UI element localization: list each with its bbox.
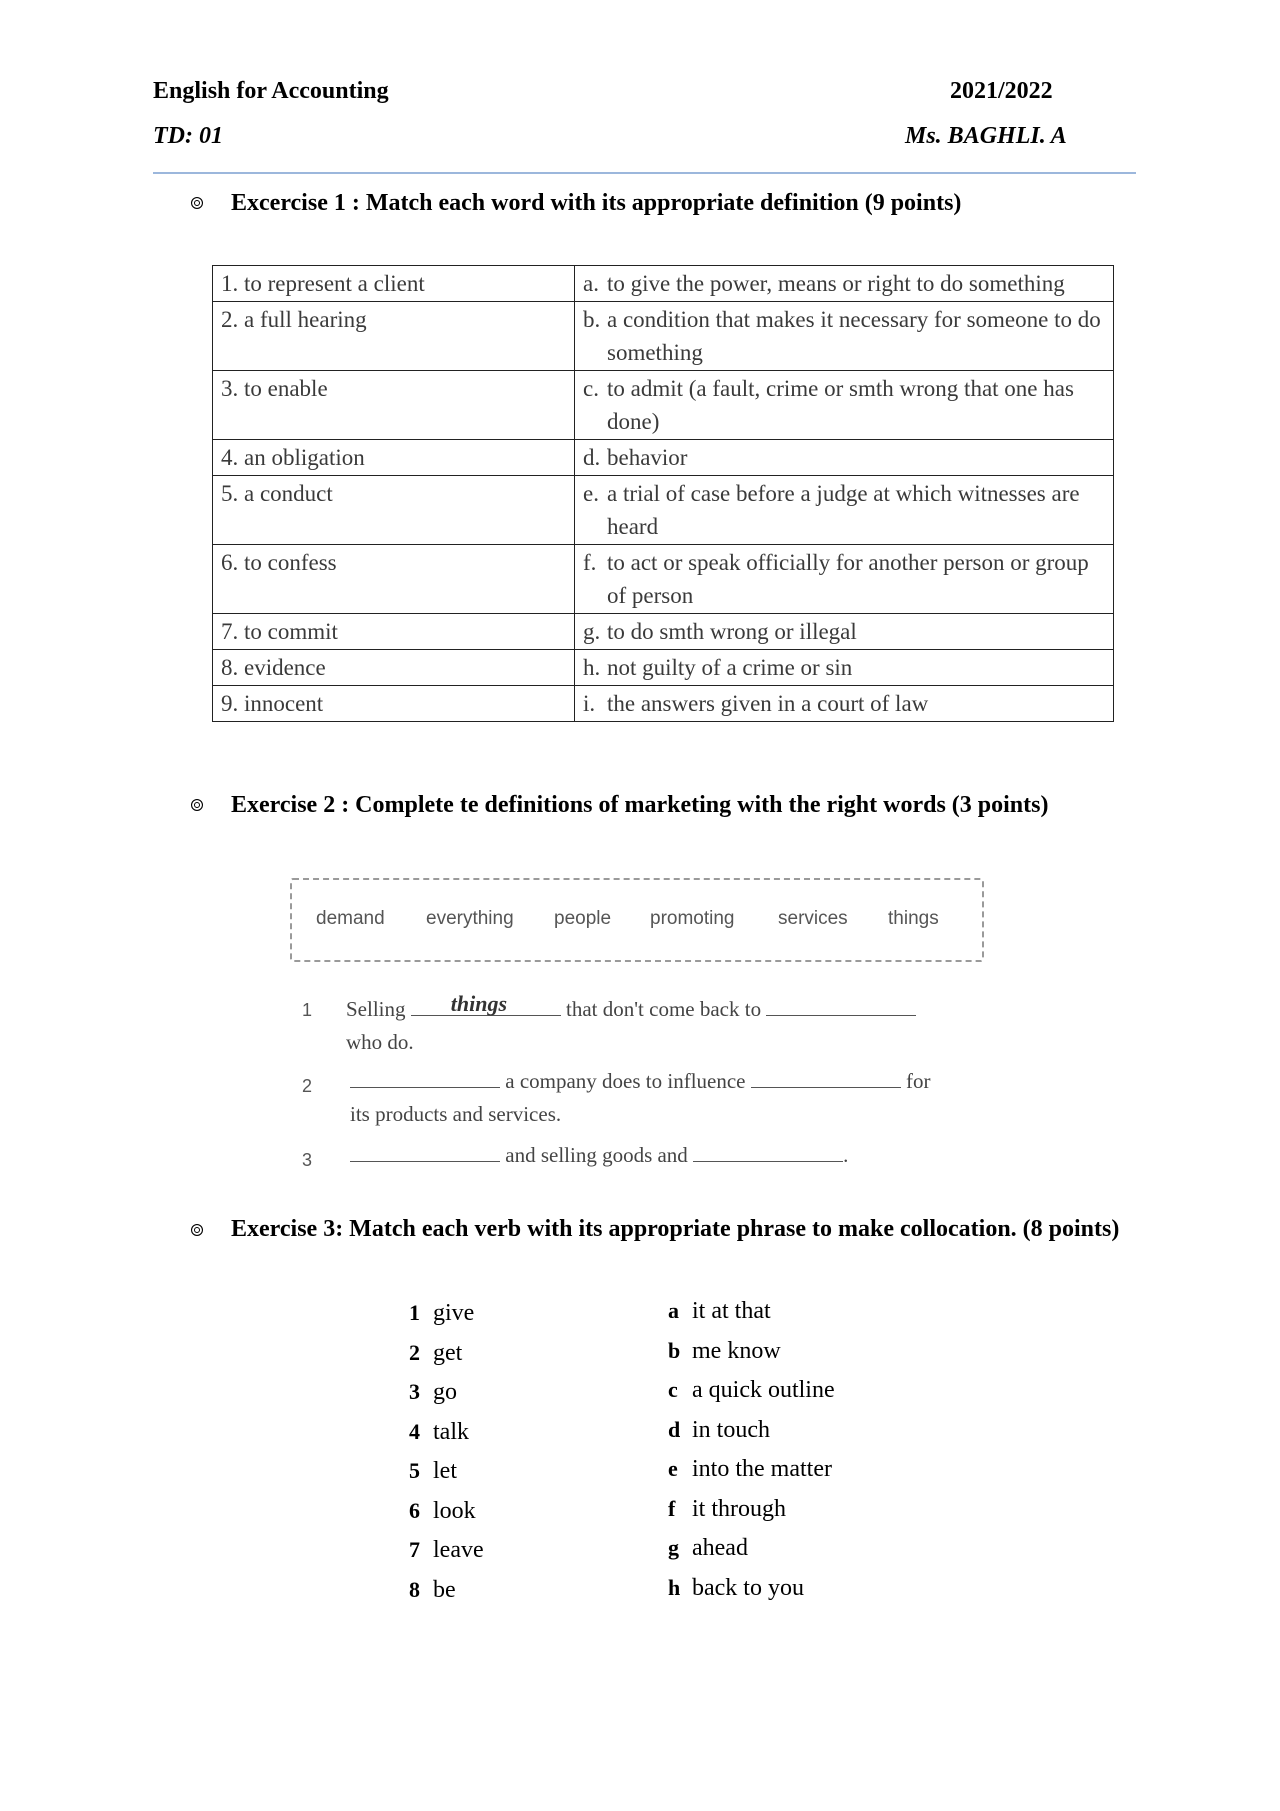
header-divider [153,172,1136,174]
list-item [409,1293,484,1333]
phrase-letter: h [668,1574,681,1600]
item-text: for [906,1069,931,1093]
item-number: 3 [302,1150,313,1170]
exercise1-title: Excercise 1 : Match each word with its appropriate definition (9 points) [231,190,962,216]
definition-letter: c. [583,376,599,401]
word-bank-item: things [888,908,939,929]
academic-year: 2021/2022 [950,78,1053,104]
table-row [213,371,1114,440]
item-text: that don't come back to [566,997,762,1021]
table-row [213,266,1114,302]
verb-text: go [433,1379,457,1405]
answer-blank [693,1143,843,1162]
list-item [668,1331,835,1371]
phrase-letter: e [668,1456,678,1481]
word-cell: 6. to confess [213,545,575,614]
bullet-icon [191,1224,203,1236]
item-text: and selling goods and [505,1143,688,1167]
definition-letter: d. [583,445,601,470]
course-title: English for Accounting [153,78,389,104]
word-bank-item: promoting [650,908,735,929]
definition-cell [575,440,1114,476]
verb-text: leave [433,1537,484,1563]
definition-letter: i. [583,691,596,716]
answer-blank [766,997,916,1016]
definition-text: a condition that makes it necessary for someone to do something [607,307,1101,365]
item-text: . [843,1143,849,1167]
definition-text: to give the power, means or right to do something [607,271,1065,296]
word-bank-item: people [554,908,612,929]
exercise2-item-3 [350,1143,848,1168]
list-item [668,1291,835,1331]
exercise1-table [212,265,1114,722]
phrase-letter: c [668,1377,678,1402]
list-item [668,1449,835,1489]
phrase-text: it through [692,1495,786,1522]
list-item [668,1489,835,1529]
list-item [668,1370,835,1410]
list-item [409,1451,484,1491]
definition-text: to act or speak officially for another person or group of person [607,550,1089,608]
phrase-letter: g [668,1535,679,1560]
list-item [409,1333,484,1373]
list-item [409,1372,484,1412]
list-item [668,1528,835,1568]
definition-text: not guilty of a crime or sin [607,655,853,680]
answer-blank [350,1069,500,1088]
phrase-letter: b [668,1337,681,1363]
answer-blank [411,991,561,1016]
verb-column [409,1293,484,1609]
definition-letter: f. [583,550,597,575]
definition-letter: e. [583,481,599,506]
definition-cell [575,476,1114,545]
word-bank-item: demand [316,908,385,929]
definition-cell [575,302,1114,371]
item-text: its products and services. [350,1102,562,1126]
verb-number: 4 [409,1418,420,1444]
teacher-name: Ms. BAGHLI. A [905,123,1067,149]
item-number: 2 [302,1076,313,1096]
phrase-column [668,1291,835,1607]
verb-number: 1 [409,1300,420,1325]
verb-number: 5 [409,1458,420,1483]
item-text: who do. [346,1030,414,1054]
list-item [409,1412,484,1452]
exercise3-title: Exercise 3: Match each verb with its appropriate phrase to make collocation. (8 points) [231,1216,1120,1242]
answer-blank [751,1069,901,1088]
answer-blank [350,1143,500,1162]
word-cell: 1. to represent a client [213,266,575,302]
verb-text: be [433,1576,456,1603]
definition-text: to admit (a fault, crime or smth wrong that one has done) [607,376,1074,434]
phrase-text: it at that [692,1298,771,1324]
word-cell: 2. a full hearing [213,302,575,371]
definition-text: the answers given in a court of law [607,691,929,716]
table-row [213,476,1114,545]
word-cell: 9. innocent [213,686,575,722]
definition-cell [575,266,1114,302]
item-text: Selling [346,997,406,1021]
definition-cell [575,614,1114,650]
exercise2-title: Exercise 2 : Complete te definitions of marketing with the right words (3 points) [231,792,1049,818]
phrase-text: a quick outline [692,1377,835,1403]
table-row [213,545,1114,614]
verb-text: talk [433,1418,469,1445]
word-bank-item: everything [426,908,514,929]
item-number: 1 [302,1000,313,1020]
verb-number: 3 [409,1379,420,1404]
definition-text: behavior [607,445,688,470]
word-cell: 4. an obligation [213,440,575,476]
verb-number: 6 [409,1497,420,1523]
phrase-letter: a [668,1298,679,1323]
phrase-text: me know [692,1337,781,1364]
verb-text: get [433,1339,463,1366]
word-bank-item: services [778,908,848,929]
phrase-letter: f [668,1495,676,1521]
table-row [213,686,1114,722]
definition-letter: h. [583,655,601,680]
verb-number: 2 [409,1339,420,1365]
verb-text: let [433,1458,457,1484]
definition-cell [575,545,1114,614]
table-row [213,302,1114,371]
word-cell: 3. to enable [213,371,575,440]
phrase-text: in touch [692,1416,770,1443]
definition-letter: g. [583,619,601,644]
td-number: TD: 01 [153,123,223,149]
bullet-icon [191,799,203,811]
definition-cell [575,686,1114,722]
phrase-text: back to you [692,1574,804,1601]
list-item [409,1491,484,1531]
word-cell: 5. a conduct [213,476,575,545]
definition-letter: b. [583,307,601,332]
phrase-text: into the matter [692,1456,832,1482]
item-text: a company does to influence [505,1069,746,1093]
definition-letter: a. [583,271,599,296]
list-item [409,1530,484,1570]
list-item [668,1568,835,1608]
definition-cell [575,371,1114,440]
list-item [668,1410,835,1450]
word-bank [290,878,984,962]
verb-number: 7 [409,1537,420,1562]
verb-number: 8 [409,1576,420,1602]
phrase-letter: d [668,1416,681,1442]
list-item [409,1570,484,1610]
handwritten-answer: things [450,991,508,1016]
exercise2-item-1 [346,991,916,1022]
definition-text: to do smth wrong or illegal [607,619,857,644]
verb-text: give [433,1300,475,1326]
verb-text: look [433,1497,476,1524]
table-row [213,650,1114,686]
definition-text: a trial of case before a judge at which witnesses are heard [607,481,1080,539]
table-row [213,614,1114,650]
phrase-text: ahead [692,1535,748,1561]
exercise2-item-2 [350,1069,931,1094]
bullet-icon [191,197,203,209]
word-cell: 7. to commit [213,614,575,650]
definition-cell [575,650,1114,686]
table-row [213,440,1114,476]
word-cell: 8. evidence [213,650,575,686]
